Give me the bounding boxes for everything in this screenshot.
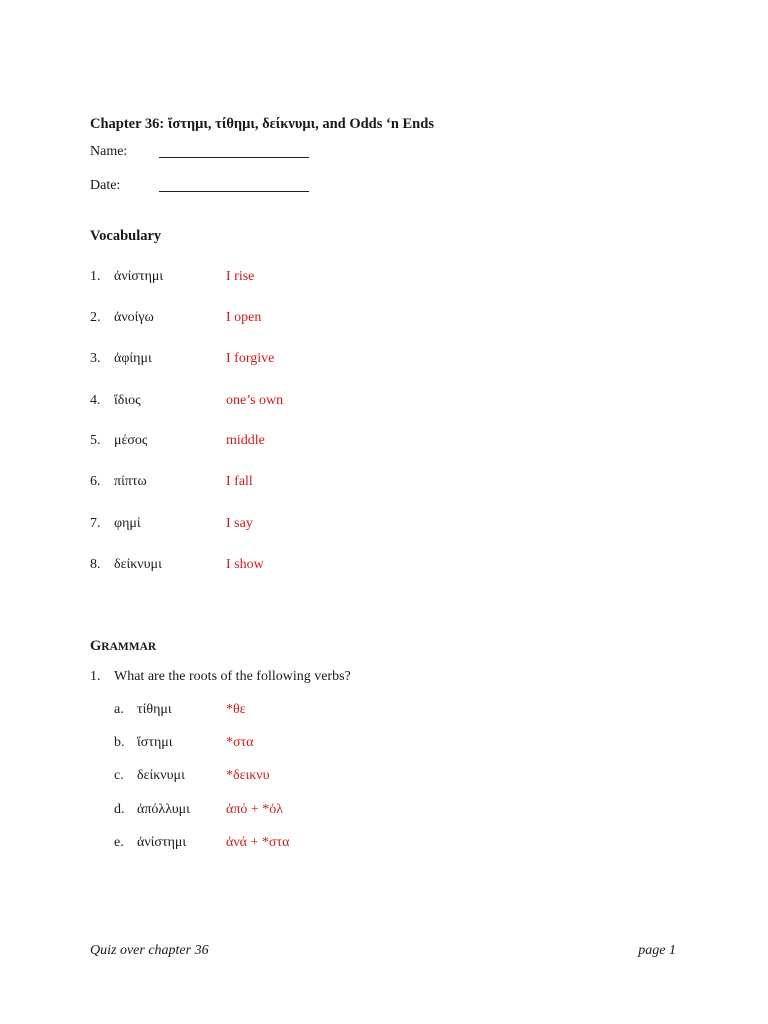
answer-text: *στα: [226, 735, 254, 750]
item-letter: c.: [114, 768, 124, 783]
item-letter: b.: [114, 735, 125, 750]
question-text: What are the roots of the following verbs?: [114, 669, 351, 684]
item-number: 5.: [90, 433, 101, 448]
date-label: Date:: [90, 178, 121, 193]
answer-text: one’s own: [226, 393, 284, 408]
greek-word: τίθημι: [137, 702, 172, 717]
item-number: 3.: [90, 351, 101, 366]
answer-text: I fall: [226, 474, 253, 489]
answer-text: middle: [226, 433, 265, 448]
greek-word: ἀφίημι: [114, 351, 152, 366]
greek-word: ἀνίστημι: [114, 269, 164, 284]
name-blank-line: [159, 157, 309, 158]
item-number: 6.: [90, 474, 101, 489]
vocabulary-heading: Vocabulary: [90, 228, 162, 244]
greek-word: δείκνυμι: [114, 557, 162, 572]
item-number: 2.: [90, 310, 101, 325]
answer-text: I open: [226, 310, 262, 325]
greek-word: ἀνίστημι: [137, 835, 187, 850]
grammar-heading: [90, 638, 156, 655]
greek-word: φημί: [114, 516, 141, 531]
answer-text: I show: [226, 557, 264, 572]
item-number: 8.: [90, 557, 101, 572]
item-number: 4.: [90, 393, 101, 408]
grammar-heading-initial: G: [90, 638, 102, 654]
item-number: 1.: [90, 269, 101, 284]
greek-word: δείκνυμι: [137, 768, 185, 783]
greek-word: ἴδιος: [114, 393, 141, 408]
greek-word: πίπτω: [114, 474, 147, 489]
answer-text: *θε: [226, 702, 246, 717]
item-letter: a.: [114, 702, 124, 717]
answer-text: I forgive: [226, 351, 275, 366]
document-title: Chapter 36: ἵστημι, τίθημι, δείκνυμι, and Odds ‘n Ends: [90, 116, 434, 132]
greek-word: μέσος: [114, 433, 148, 448]
footer-page-number: page 1: [638, 943, 676, 958]
greek-word: ἀπόλλυμι: [137, 802, 190, 817]
answer-text: ἀνά + *στα: [226, 835, 290, 850]
footer-left: Quiz over chapter 36: [90, 943, 209, 958]
answer-text: I say: [226, 516, 253, 531]
greek-word: ἀνοίγω: [114, 310, 154, 325]
answer-text: I rise: [226, 269, 255, 284]
answer-text: ἀπό + *ὀλ: [226, 802, 284, 817]
item-letter: e.: [114, 835, 124, 850]
answer-text: *δεικνυ: [226, 768, 270, 783]
name-label: Name:: [90, 144, 128, 159]
date-blank-line: [159, 191, 309, 192]
item-letter: d.: [114, 802, 125, 817]
question-number: 1.: [90, 669, 101, 684]
greek-word: ἵστημι: [137, 735, 173, 750]
item-number: 7.: [90, 516, 101, 531]
grammar-heading-rest: RAMMAR: [101, 641, 157, 653]
